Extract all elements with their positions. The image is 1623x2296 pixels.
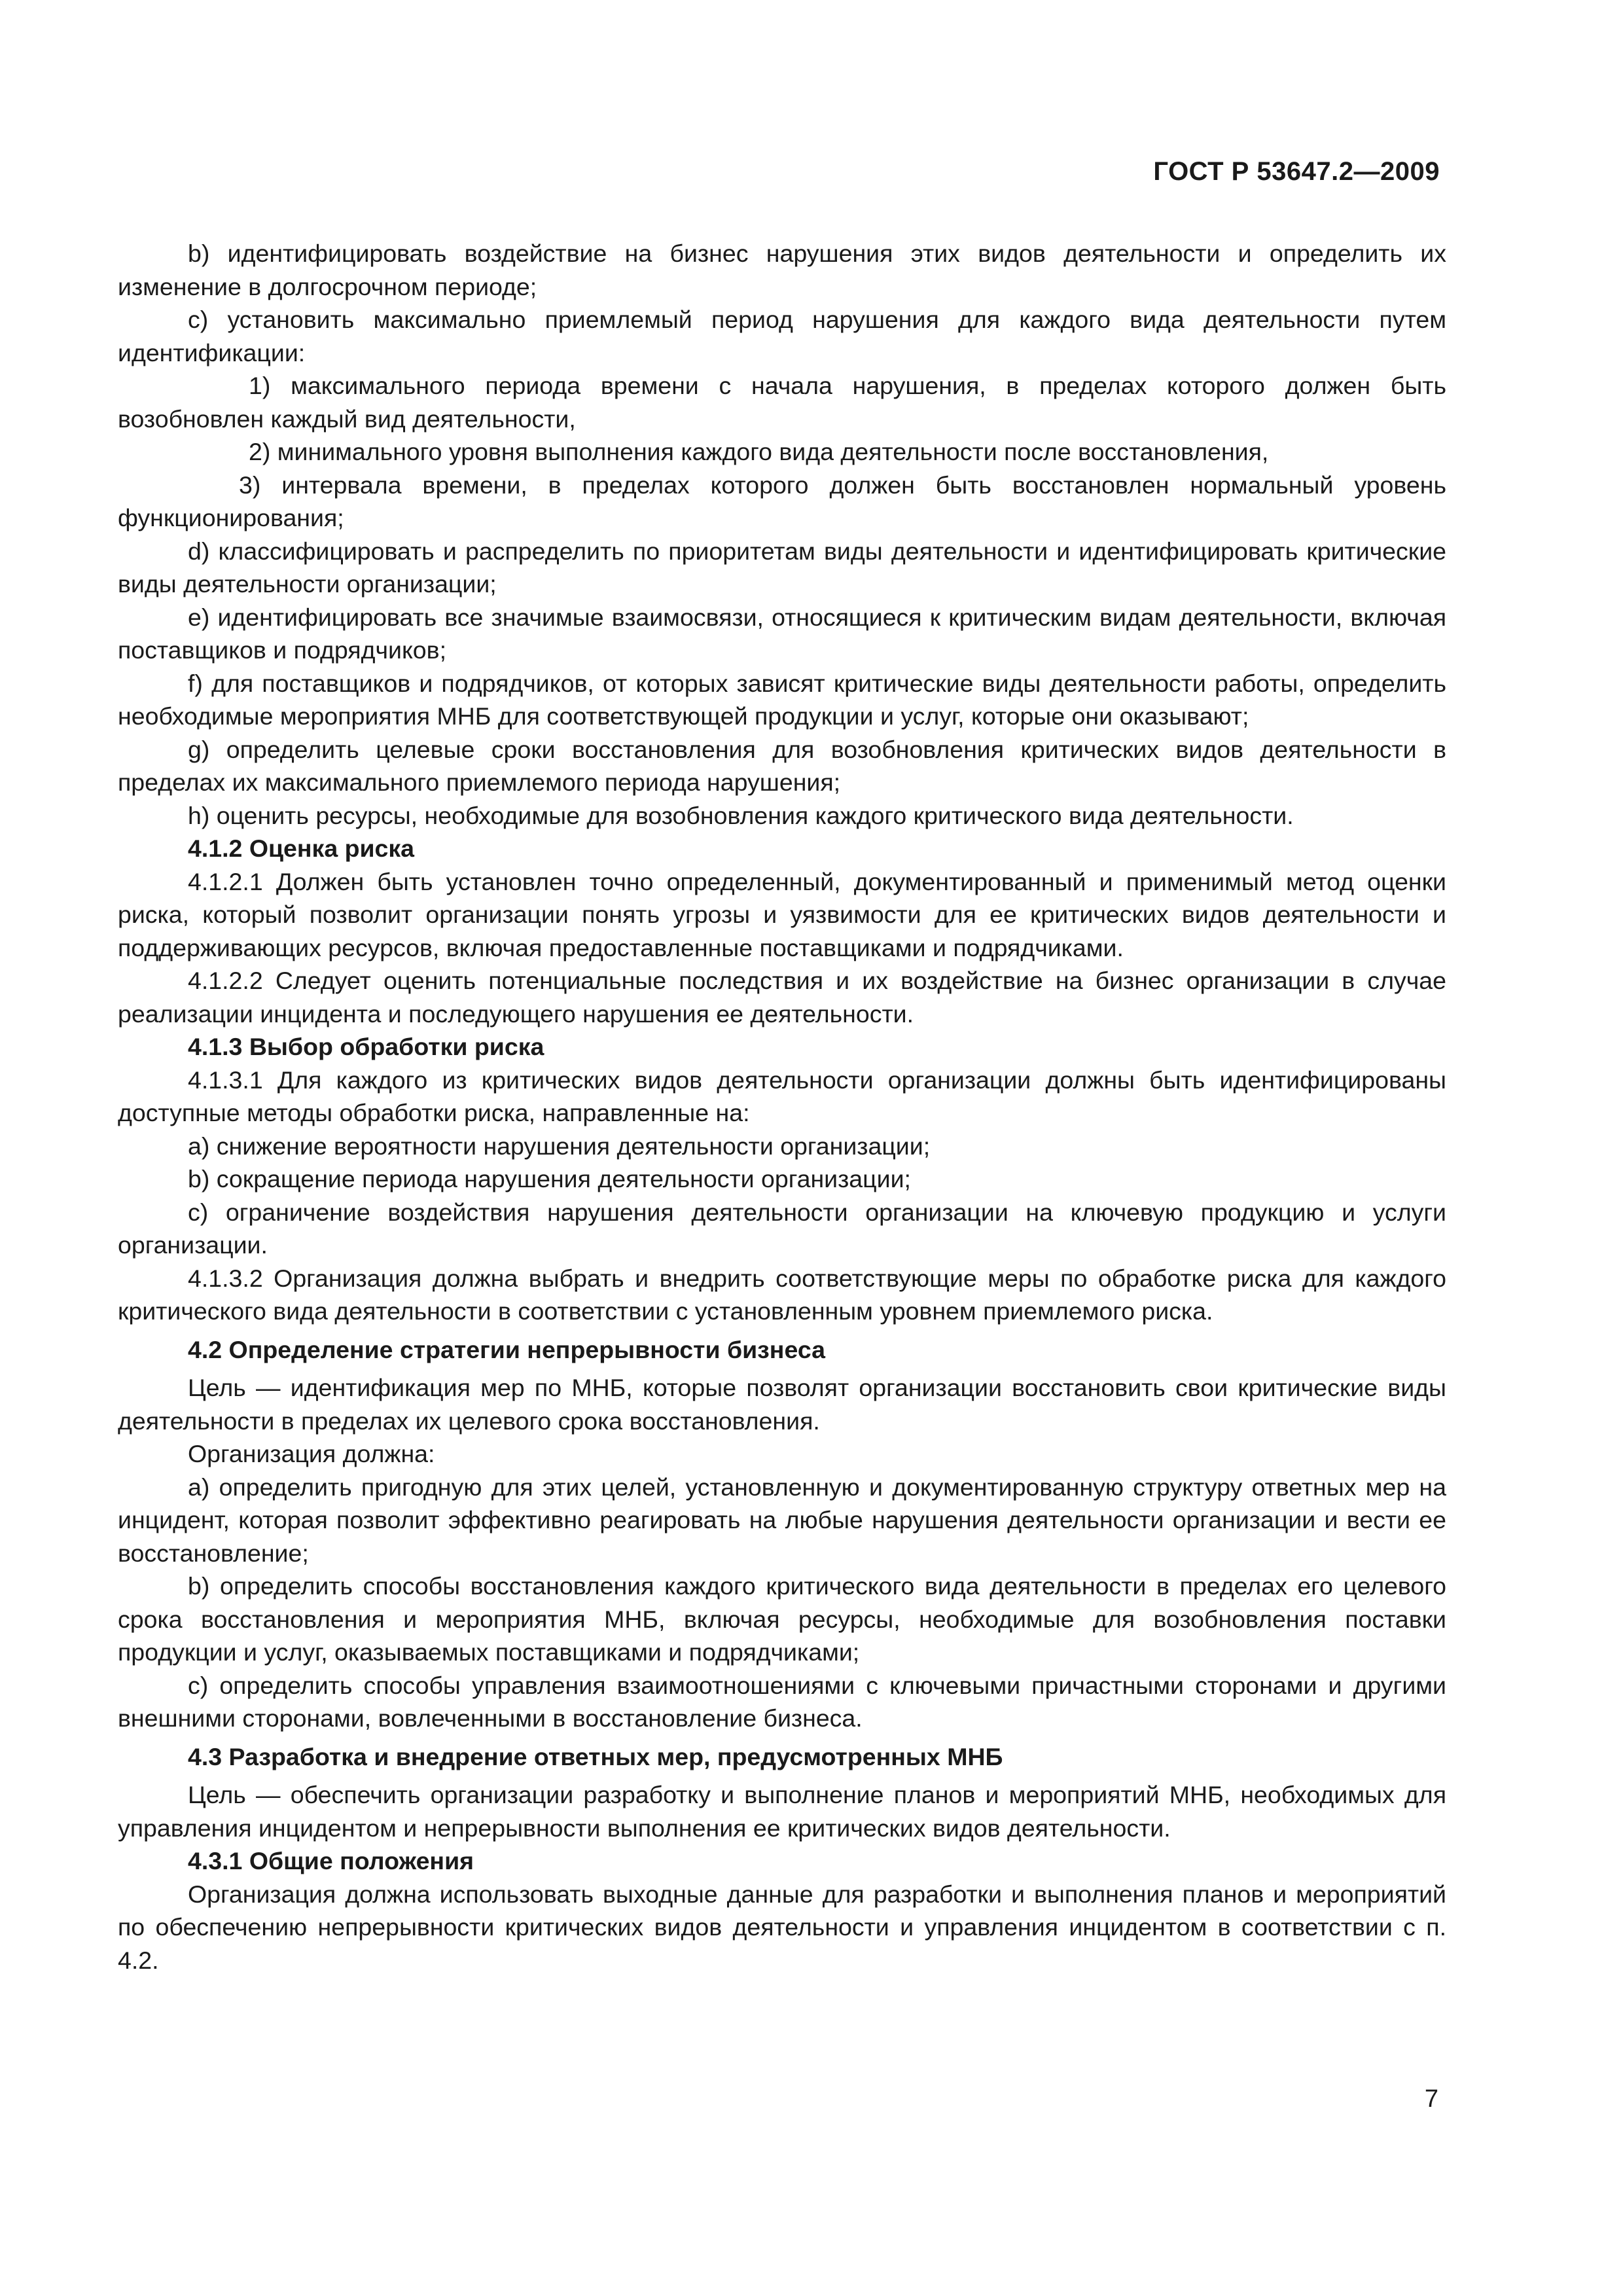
paragraph: g) определить целевые сроки восстановления для возобновления критических видов деятельности в пределах их максимального приемлемого периода нарушения; bbox=[118, 735, 1446, 796]
paragraph: b) сокращение периода нарушения деятельности организации; bbox=[188, 1165, 911, 1193]
paragraph: Организация должна использовать выходные данные для разработки и выполнения планов и мероприятий по обеспечению непрерывности критических видов деятельности и управления инцидентом в соответствии с п. 4.2. bbox=[118, 1880, 1446, 1974]
document-code-header: ГОСТ Р 53647.2—2009 bbox=[1153, 157, 1440, 186]
paragraph: 1) максимального периода времени с начала нарушения, в пределах которого должен быть возобновлен каждый вид деятельности, bbox=[118, 372, 1446, 433]
paragraph: a) определить пригодную для этих целей, установленную и документированную структуру ответных мер на инцидент, которая позволит эффективно реагировать на любые нарушения деятельности организации и вести ее восстановление; bbox=[118, 1473, 1446, 1567]
section-heading: 4.1.2 Оценка риска bbox=[188, 834, 415, 862]
paragraph: h) оценить ресурсы, необходимые для возобновления каждого критического вида деятельности. bbox=[188, 801, 1294, 829]
paragraph: e) идентифицировать все значимые взаимосвязи, относящиеся к критическим видам деятельности, включая поставщиков и подрядчиков; bbox=[118, 603, 1446, 664]
paragraph: c) определить способы управления взаимоотношениями с ключевыми причастными сторонами и другими внешними сторонами, вовлеченными в восстановление бизнеса. bbox=[118, 1671, 1446, 1732]
page-number: 7 bbox=[1424, 2085, 1438, 2113]
section-heading: 4.3 Разработка и внедрение ответных мер, предусмотренных МНБ bbox=[188, 1742, 1003, 1770]
paragraph: Цель — идентификация мер по МНБ, которые позволят организации восстановить свои критические виды деятельности в пределах их целевого срока восстановления. bbox=[118, 1374, 1446, 1435]
paragraph: Цель — обеспечить организации разработку и выполнение планов и мероприятий МНБ, необходимых для управления инцидентом и непрерывности выполнения ее критических видов деятельности. bbox=[118, 1781, 1446, 1842]
paragraph: f) для поставщиков и подрядчиков, от которых зависят критические виды деятельности работы, определить необходимые мероприятия МНБ для соответствующей продукции и услуг, которые они оказывают; bbox=[118, 669, 1446, 730]
section-heading: 4.3.1 Общие положения bbox=[188, 1847, 474, 1874]
document-body bbox=[118, 237, 1446, 1977]
paragraph: 4.1.2.1 Должен быть установлен точно определенный, документированный и применимый метод оценки риска, который позволит организации понять угрозы и уязвимости для ее критических видов деятельности и поддерживающих ресурсов, включая предоставленные поставщиками и подрядчиками. bbox=[118, 867, 1446, 961]
section-heading: 4.1.3 Выбор обработки риска bbox=[188, 1033, 544, 1060]
paragraph: c) установить максимально приемлемый период нарушения для каждого вида деятельности путем идентификации: bbox=[118, 306, 1446, 367]
paragraph: 4.1.2.2 Следует оценить потенциальные последствия и их воздействие на бизнес организации в случае реализации инцидента и последующего нарушения ее деятельности. bbox=[118, 967, 1446, 1028]
paragraph: b) определить способы восстановления каждого критического вида деятельности в пределах его целевого срока восстановления и мероприятия МНБ, включая ресурсы, необходимые для возобновления поставки продукции и услуг, оказываемых поставщиками и подрядчиками; bbox=[118, 1572, 1446, 1666]
paragraph: c) ограничение воздействия нарушения деятельности организации на ключевую продукцию и услуги организации. bbox=[118, 1198, 1446, 1259]
paragraph: Организация должна: bbox=[188, 1440, 435, 1467]
paragraph: 4.1.3.1 Для каждого из критических видов деятельности организации должны быть идентифицированы доступные методы обработки риска, направленные на: bbox=[118, 1066, 1446, 1126]
paragraph: d) классифицировать и распределить по приоритетам виды деятельности и идентифицировать критические виды деятельности организации; bbox=[118, 537, 1446, 598]
paragraph: 2) минимального уровня выполнения каждого вида деятельности после восстановления, bbox=[249, 438, 1269, 465]
paragraph: 3) интервала времени, в пределах которого должен быть восстановлен нормальный уровень функционирования; bbox=[118, 471, 1446, 531]
paragraph: 4.1.3.2 Организация должна выбрать и внедрить соответствующие меры по обработке риска для каждого критического вида деятельности в соответствии с установленным уровнем приемлемого риска. bbox=[118, 1264, 1446, 1325]
paragraph: b) идентифицировать воздействие на бизнес нарушения этих видов деятельности и определить их изменение в долгосрочном периоде; bbox=[118, 240, 1446, 300]
section-heading: 4.2 Определение стратегии непрерывности бизнеса bbox=[188, 1335, 825, 1363]
paragraph: a) снижение вероятности нарушения деятельности организации; bbox=[188, 1132, 931, 1160]
